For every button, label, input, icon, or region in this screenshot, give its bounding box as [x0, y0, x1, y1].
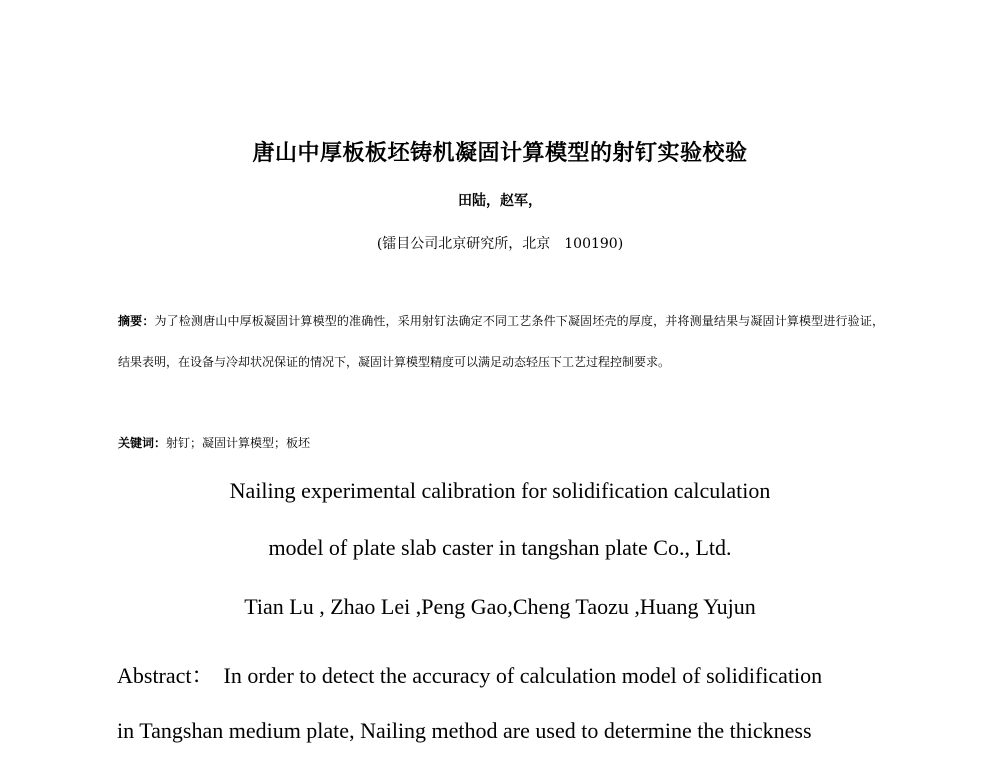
english-abstract-text-1: In order to detect the accuracy of calculation model of solidification	[223, 663, 823, 688]
english-title-line-2: model of plate slab caster in tangshan plate Co., Ltd.	[268, 535, 732, 560]
english-authors: Tian Lu , Zhao Lei ,Peng Gao,Cheng Taozu ,Huang Yujun	[244, 594, 756, 619]
english-abstract-line-2: in Tangshan medium plate, Nailing method are used to determine the thickness	[117, 718, 812, 743]
chinese-affiliation: (镭目公司北京研究所，北京 100190)	[376, 236, 624, 252]
chinese-keywords-label: 关键词：	[118, 436, 167, 450]
english-abstract	[117, 648, 884, 758]
chinese-title: 唐山中厚板板坯铸机凝固计算模型的射钉实验校验	[252, 141, 748, 166]
chinese-abstract	[118, 301, 884, 383]
chinese-keywords-text: 射钉；凝固计算模型；板坯	[166, 436, 311, 450]
chinese-authors: 田陆，赵军，	[458, 193, 542, 209]
english-title-line-1: Nailing experimental calibration for solidification calculation	[229, 478, 771, 503]
english-abstract-label: Abstract：	[117, 663, 214, 688]
chinese-abstract-label: 摘要：	[118, 314, 155, 328]
english-abstract-line-1	[117, 648, 884, 703]
chinese-keywords	[118, 434, 884, 451]
chinese-abstract-text: 为了检测唐山中厚板凝固计算模型的准确性，采用射钉法确定不同工艺条件下凝固坯壳的厚度，并将测量结果与凝固计算模型进行验证，结果表明，在设备与冷却状况保证的情况下，凝固计算模型精度可以满足动态轻压下工艺过程控制要求。	[118, 314, 884, 369]
